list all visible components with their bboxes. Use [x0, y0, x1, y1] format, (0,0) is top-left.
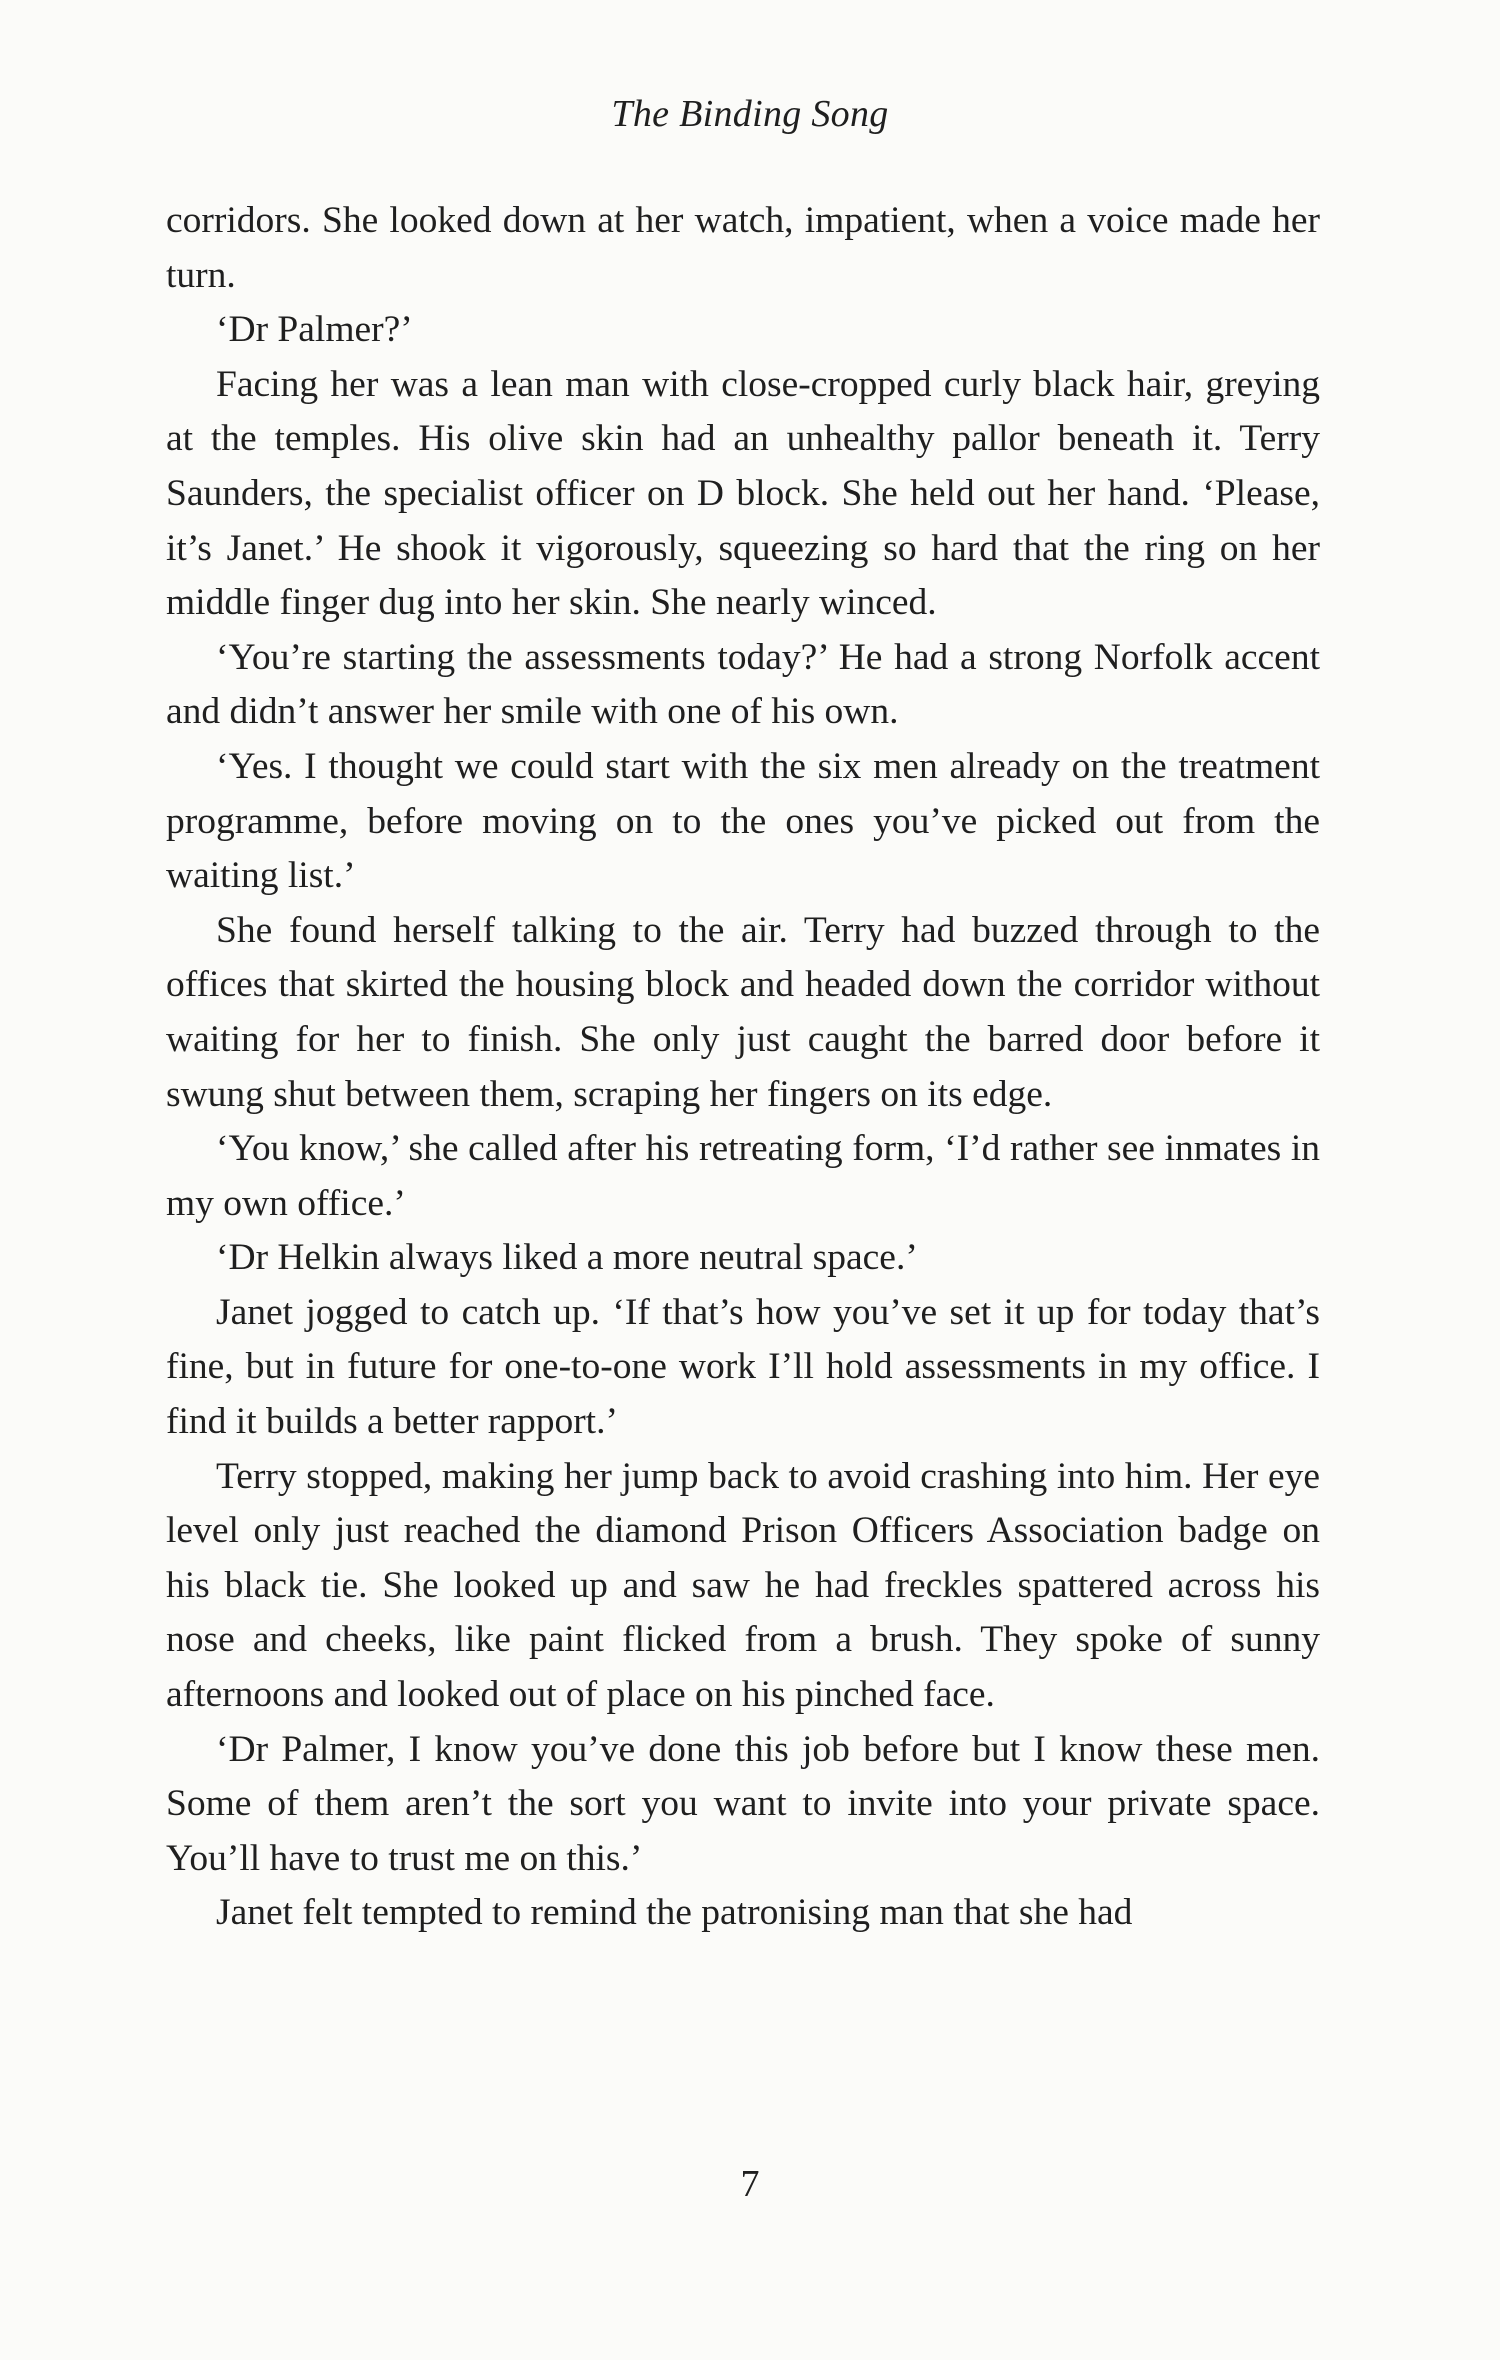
- running-head: The Binding Song: [611, 93, 889, 135]
- body-text: [166, 194, 1320, 1941]
- paragraph-5: ‘Yes. I thought we could start with the six men already on the treatment programme, before moving on to the ones you’ve picked out from the waiting list.’: [166, 745, 1320, 897]
- paragraph-6: She found herself talking to the air. Terry had buzzed through to the offices that skirted the housing block and headed down the corridor without waiting for her to finish. She only just caught the barred door before it swung shut between them, scraping her fingers on its edge.: [166, 909, 1320, 1115]
- paragraph-3: Facing her was a lean man with close-cropped curly black hair, greying at the temples. His olive skin had an unhealthy pallor beneath it. Terry Saunders, the specialist officer on D block. She held out her hand. ‘Please, it’s Janet.’ He shook it vigorously, squeezing so hard that the ring on her middle finger dug into her skin. She nearly winced.: [166, 363, 1320, 624]
- paragraph-10: Terry stopped, making her jump back to avoid crashing into him. Her eye level only just reached the diamond Prison Officers Association badge on his black tie. She looked up and saw he had freckles spattered across his nose and cheeks, like paint flicked from a brush. They spoke of sunny afternoons and looked out of place on his pinched face.: [166, 1455, 1320, 1716]
- paragraph-2: ‘Dr Palmer?’: [216, 309, 413, 351]
- paragraph-12: Janet felt tempted to remind the patronising man that she had: [216, 1892, 1133, 1934]
- paragraph-11: ‘Dr Palmer, I know you’ve done this job before but I know these men. Some of them aren’t the sort you want to invite into your private space. You’ll have to trust me on this.’: [166, 1728, 1320, 1879]
- paragraph-9: Janet jogged to catch up. ‘If that’s how you’ve set it up for today that’s fine, but in future for one-to-one work I’ll hold assessments in my office. I find it builds a better rapport.’: [166, 1291, 1320, 1443]
- paragraph-8: ‘Dr Helkin always liked a more neutral space.’: [216, 1237, 918, 1279]
- paragraph-1: corridors. She looked down at her watch, impatient, when a voice made her turn.: [166, 200, 1320, 296]
- paragraph-7: ‘You know,’ she called after his retreating form, ‘I’d rather see inmates in my own office.’: [166, 1128, 1320, 1224]
- page-number: 7: [740, 2163, 760, 2205]
- paragraph-4: ‘You’re starting the assessments today?’ He had a strong Norfolk accent and didn’t answer her smile with one of his own.: [166, 636, 1320, 733]
